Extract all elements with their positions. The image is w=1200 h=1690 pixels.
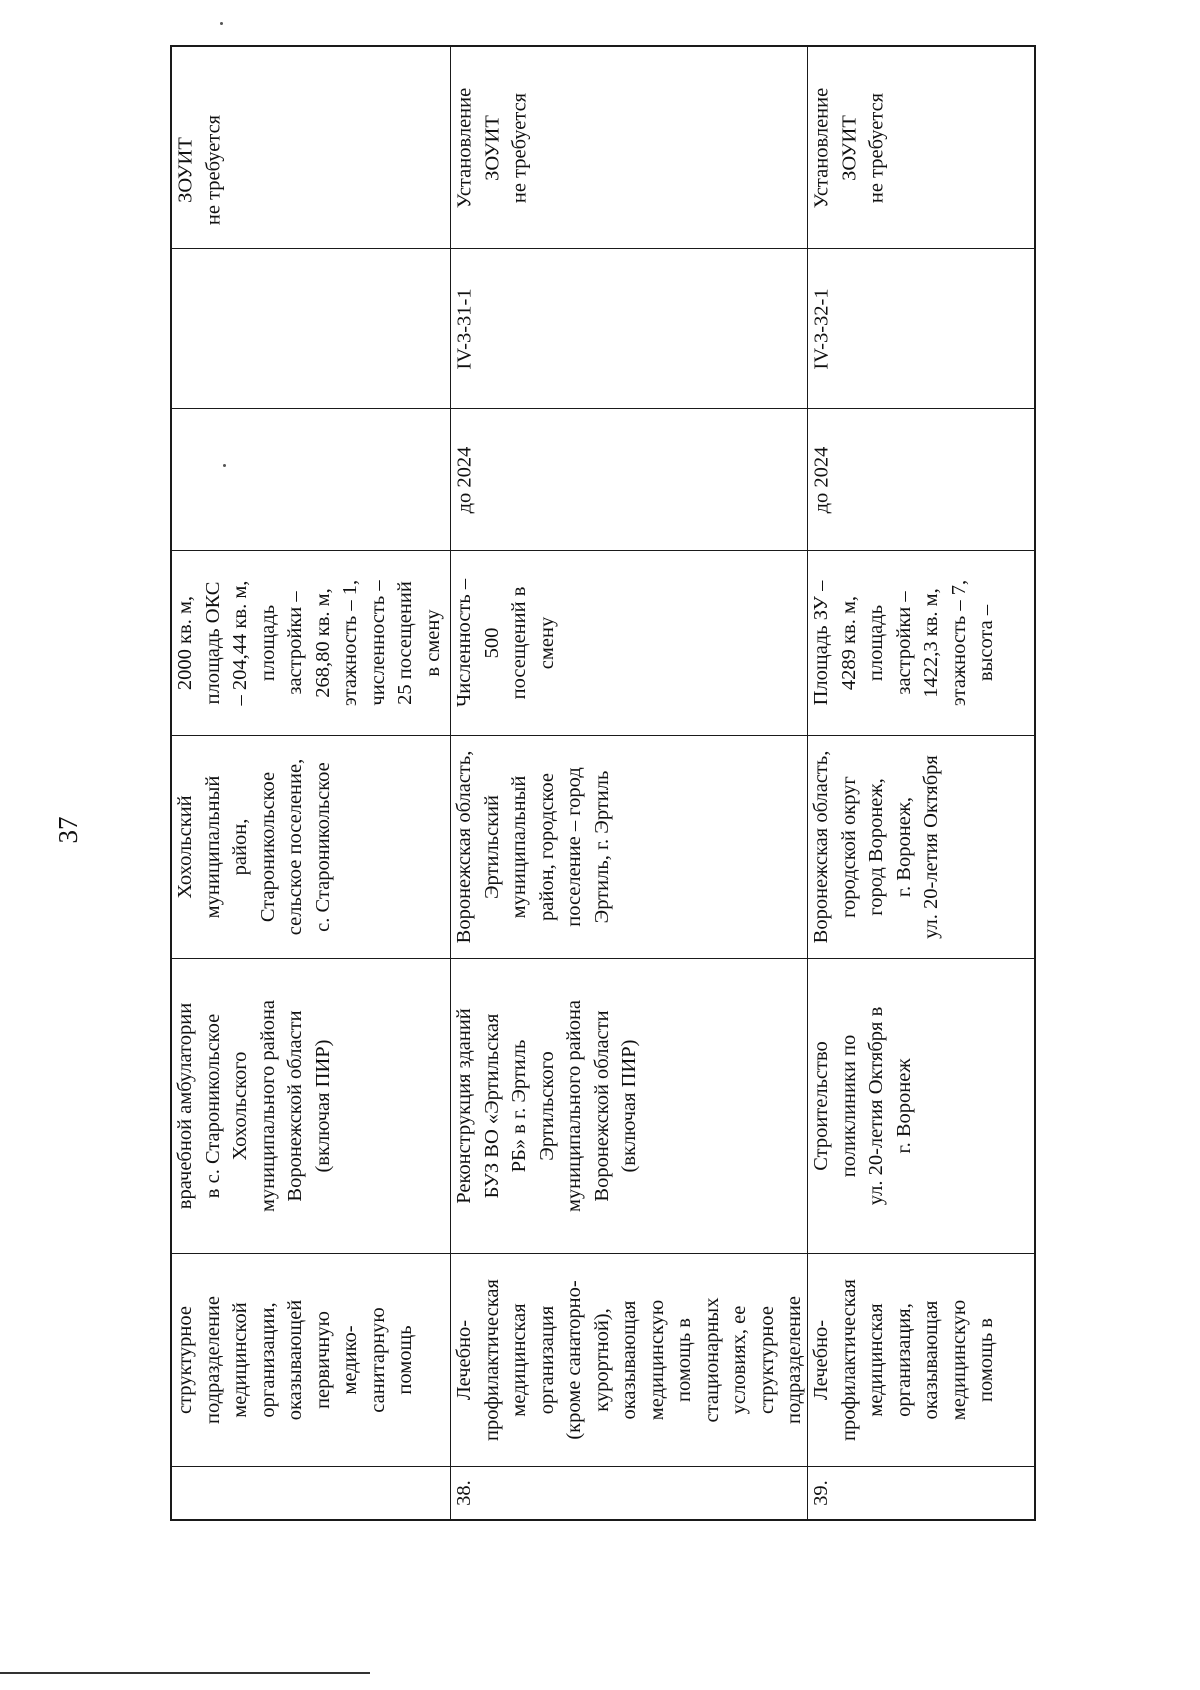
cell-code: IV-3-32-1 (810, 287, 832, 370)
cell-object-type: Лечебно- профилактическая медицинская организация, оказывающая медицинскую помощь в (810, 1279, 997, 1441)
cell-code (172, 249, 450, 408)
cell-term: до 2024 (810, 446, 832, 513)
cell-parameters: Площадь ЗУ – 4289 кв. м, площадь застройки – 1422,3 кв. м, этажность – 7, высота – (810, 579, 997, 707)
cell-code: IV-3-31-1 (453, 287, 475, 370)
table-border-bottom (170, 1519, 1036, 1521)
cell-object-name: Реконструкция зданий БУЗ ВО «Эртильская РБ» в г. Эртиль Эртильского муниципального района Воронежской области (включая ПИР) (453, 999, 640, 1213)
cell-object-name: врачебной амбулатории в с. Староникольское Хохольского муниципального района Воронежской области (включая ПИР) (174, 999, 334, 1213)
scan-speck (223, 464, 226, 467)
cell-num: 39. (810, 1480, 832, 1506)
cell-zone: Установление ЗОУИТ не требуется (810, 87, 887, 208)
cell-num (172, 1467, 450, 1519)
cell-object-type: Лечебно- профилактическая медицинская организация (кроме санаторно- курортной), оказывающая медицинскую помощь в стационарных условиях, ее структурное подразделение (453, 1279, 805, 1441)
cell-object-type: структурное подразделение медицинской организации, оказывающей первичную медико- санитарную помощь (174, 1295, 416, 1425)
cell-zone: Установление ЗОУИТ не требуется (453, 87, 530, 208)
cell-location: Хохольский муниципальный район, Староникольское сельское поселение, с. Староникольское (174, 758, 334, 936)
cell-zone: ЗОУИТ не требуется (174, 114, 224, 226)
page-number: 37 (52, 816, 83, 844)
scan-speck (220, 22, 223, 25)
cell-parameters: 2000 кв. м, площадь ОКС – 204,44 кв. м, площадь застройки – 268,80 кв. м, этажность – 1, численность – 25 посещений в смену (174, 579, 444, 707)
cell-location: Воронежская область, Эртильский муниципальный район, городское поселение – город Эртиль, г. Эртиль (453, 750, 613, 944)
cell-location: Воронежская область, городской округ город Воронеж, г. Воронеж, ул. 20-летия Октября (810, 750, 942, 944)
cell-term: до 2024 (453, 446, 475, 513)
cell-parameters: Численность – 500 посещений в смену (453, 578, 558, 708)
cell-num: 38. (453, 1480, 475, 1506)
scan-edge-line (0, 1672, 370, 1674)
cell-object-name: Строительство поликлиники по ул. 20-летия Октября в г. Воронеж (810, 1006, 915, 1206)
table-border-right (1034, 45, 1036, 1521)
cell-term (172, 409, 450, 550)
